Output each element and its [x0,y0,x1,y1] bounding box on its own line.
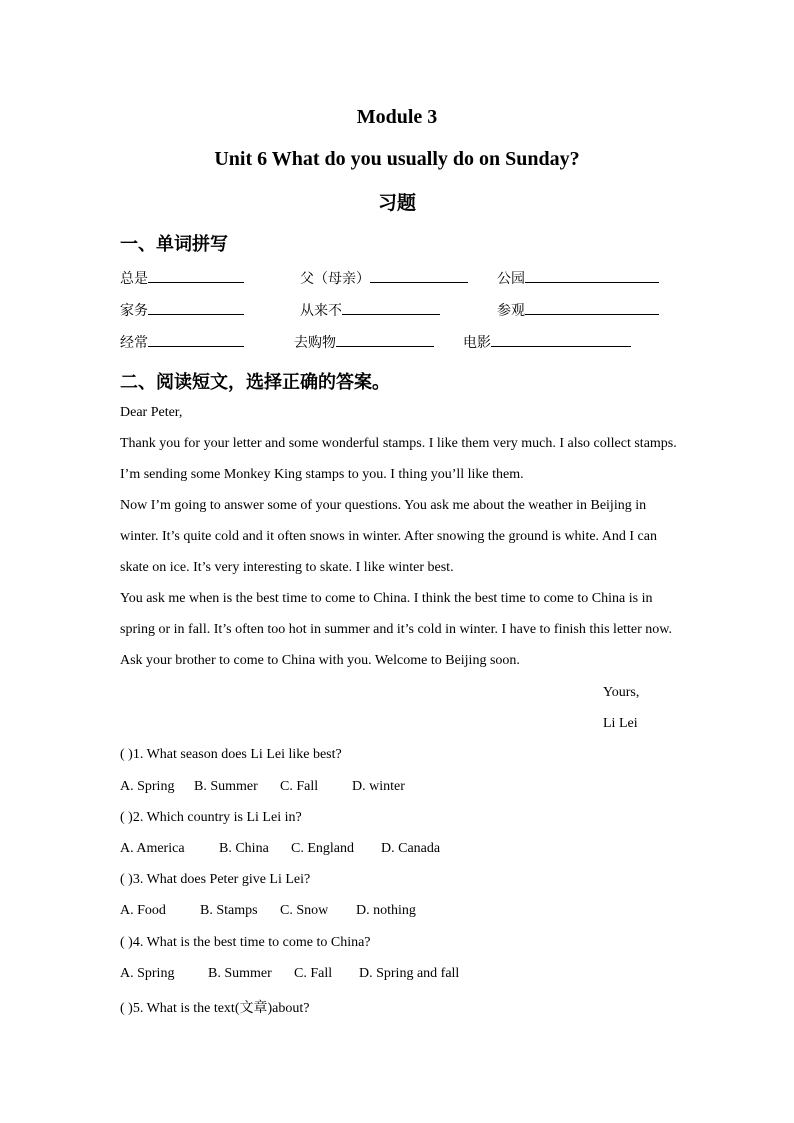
letter-line: spring or in fall. It’s often too hot in summer and it’s cold in winter. I have to finish this letter now. [120,622,673,637]
letter-line: Thank you for your letter and some wonderful stamps. I like them very much. I also collect stamps. [120,436,677,451]
letter-line: Ask your brother to come to China with you. Welcome to Beijing soon. [120,653,520,668]
vocab-item [294,332,434,352]
option-a[interactable]: A. Spring [120,966,175,981]
letter-line: winter. It’s quite cold and it often snows in winter. After snowing the ground is white. And I can [120,529,657,544]
letter-greeting: Dear Peter, [120,405,183,420]
vocab-word: 去购物 [294,335,336,351]
vocab-word: 家务 [120,303,148,319]
vocab-word: 经常 [120,335,148,351]
option-a[interactable]: A. America [120,841,185,856]
option-c[interactable]: C. Snow [280,903,329,918]
module-title: Module 3 [356,106,438,128]
letter-line: I’m sending some Monkey King stamps to you. I thing you’ll like them. [120,467,524,482]
vocab-word: 参观 [497,303,525,319]
vocab-item [463,332,631,352]
question-stem: ( )4. What is the best time to come to China? [120,935,371,950]
question-stem: ( )3. What does Peter give Li Lei? [120,872,311,887]
letter-line: Now I’m going to answer some of your questions. You ask me about the weather in Beijing in [120,498,647,513]
option-b[interactable]: B. Stamps [200,903,258,918]
question-stem: ( )2. Which country is Li Lei in? [120,810,302,825]
answer-blank[interactable] [342,300,440,315]
option-c[interactable]: C. Fall [280,779,319,794]
unit-title: Unit 6 What do you usually do on Sunday? [214,148,580,170]
vocab-item [497,300,659,320]
answer-blank[interactable] [370,268,468,283]
vocab-word: 总是 [120,271,148,287]
answer-blank[interactable] [148,268,244,283]
option-c[interactable]: C. Fall [294,966,333,981]
vocab-item [300,300,440,320]
vocab-item [120,332,244,352]
option-b[interactable]: B. Summer [194,779,258,794]
question-stem: ( )1. What season does Li Lei like best? [120,747,342,762]
answer-blank[interactable] [336,332,434,347]
option-d[interactable]: D. Canada [381,841,441,856]
answer-blank[interactable] [148,332,244,347]
vocab-word: 公园 [497,271,525,287]
answer-blank[interactable] [148,300,244,315]
vocab-item [120,300,244,320]
option-b[interactable]: B. China [219,841,269,856]
option-a[interactable]: A. Food [120,903,166,918]
vocab-item [497,268,659,288]
answer-blank[interactable] [525,300,659,315]
option-d[interactable]: D. winter [352,779,405,794]
option-d[interactable]: D. nothing [356,903,416,918]
letter-line: You ask me when is the best time to come to China. I think the best time to come to China is in [120,591,653,606]
letter-closing: Yours, [603,685,640,700]
letter-line: skate on ice. It’s very interesting to skate. I like winter best. [120,560,454,575]
option-a[interactable]: A. Spring [120,779,175,794]
vocab-word: 父（母亲） [300,271,370,287]
option-d[interactable]: D. Spring and fall [359,966,460,981]
vocab-word: 从来不 [300,303,342,319]
vocab-item [120,268,244,288]
vocab-word: 电影 [463,335,491,351]
section-heading-spelling: 一、单词拼写 [120,234,228,255]
vocab-item [300,268,468,288]
worksheet-subtitle: 习题 [377,192,416,214]
question-stem: ( )5. What is the text(文章)about? [120,1001,310,1016]
answer-blank[interactable] [525,268,659,283]
option-b[interactable]: B. Summer [208,966,272,981]
option-c[interactable]: C. England [291,841,354,856]
section-heading-reading: 二、阅读短文，选择正确的答案。 [120,372,390,393]
letter-signature: Li Lei [603,716,638,731]
answer-blank[interactable] [491,332,631,347]
